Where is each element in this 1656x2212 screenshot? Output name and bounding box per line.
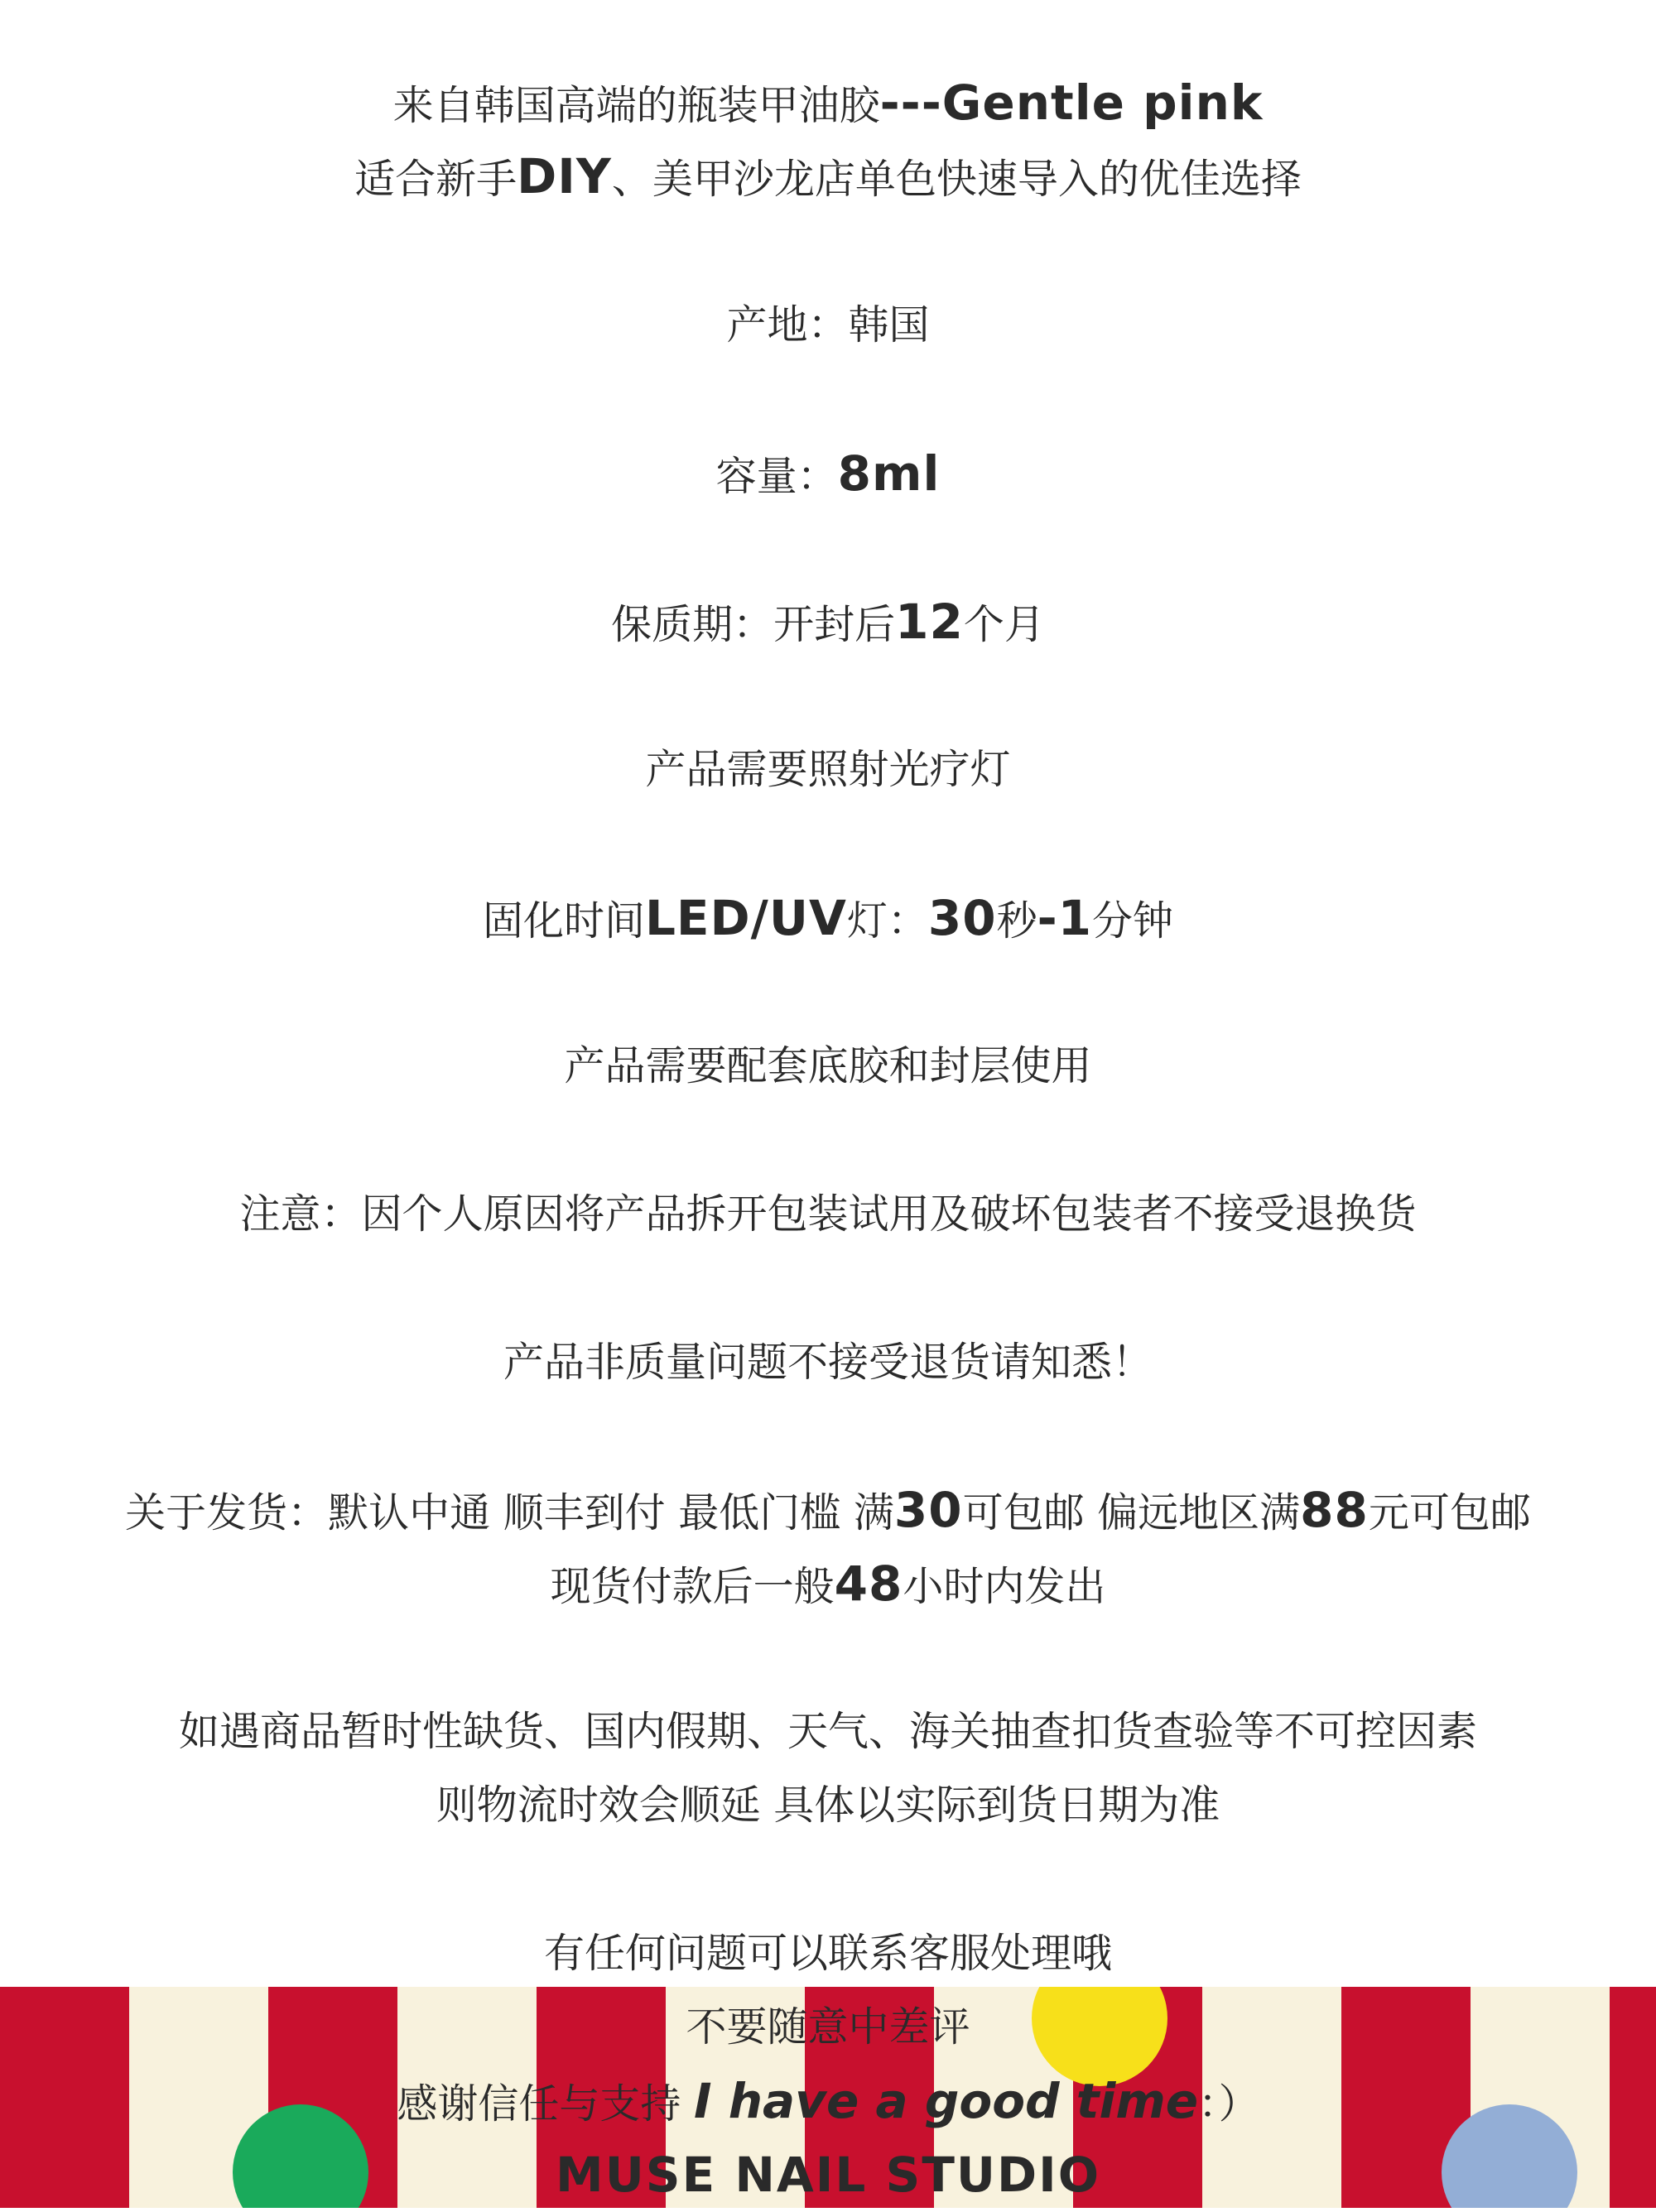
cure-label: 固化时间 [482,897,645,945]
notice-quality-line: 产品非质量问题不接受退货请知悉！ [503,1339,1153,1386]
cure-minutes: -1 [1037,890,1093,946]
cure-seconds: 30 [927,890,997,946]
free-ship-threshold: 30 [893,1482,963,1538]
intro-text: 来自韩国高端的瓶装甲油胶 [392,82,880,129]
cure-unit: 分钟 [1092,897,1174,945]
delay-line-1: 如遇商品暂时性缺货、国内假期、天气、海关抽查扣货查验等不可控因素 [178,1708,1477,1755]
cure-mid: 灯： [846,897,928,945]
smile: ：） [1198,2080,1259,2128]
lamp-note-line: 产品需要照射光疗灯 [645,746,1011,793]
remote-threshold: 88 [1300,1482,1369,1538]
capacity-line [33,436,1623,514]
capacity-value: 8ml [837,445,941,502]
shipping-text-c: 元可包邮 [1368,1489,1531,1536]
shelf-life-value: 12 [895,594,964,650]
cure-time-line [33,881,1623,959]
notice-open-line: 注意：因个人原因将产品拆开包装试用及破坏包装者不接受退换货 [239,1190,1417,1238]
capacity-label: 容量： [715,453,838,500]
contact-line: 有任何问题可以联系客服处理哦 [543,1930,1112,1977]
brand-name: MUSE NAIL STUDIO [555,2147,1101,2203]
dispatch-hours: 48 [834,1556,903,1612]
delay-line-2: 则物流时效会顺延 具体以实际到货日期为准 [436,1782,1220,1829]
shipping-text-b: 可包邮 偏远地区满 [962,1489,1301,1536]
diy-label: DIY [517,148,612,204]
shipping-text-a: 关于发货：默认中通 顺丰到付 最低门槛 满 [125,1489,894,1536]
cure-sep: 秒 [996,897,1037,945]
thanks-text: 感谢信任与支持 [397,2080,681,2128]
intro-text-a: 适合新手 [354,156,518,203]
thanks-line [33,2064,1623,2142]
shelf-life-suffix: 个月 [963,601,1045,648]
shipping-line-1 [33,1473,1623,1551]
slogan: I have a good time [693,2073,1199,2129]
color-name: ---Gentle pink [879,75,1264,131]
shipping-line-2 [33,1546,1623,1624]
shelf-life-line [33,584,1623,662]
base-top-line: 产品需要配套底胶和封层使用 [564,1042,1092,1089]
dispatch-text-a: 现货付款后一般 [550,1563,835,1610]
lamp-type: LED/UV [644,890,847,946]
intro-line-2 [33,139,1623,217]
no-bad-review-line: 不要随意中差评 [686,2003,970,2051]
origin-line: 产地：韩国 [726,301,930,349]
intro-text-b: 、美甲沙龙店单色快速导入的优佳选择 [611,156,1302,203]
dispatch-text-b: 小时内发出 [903,1563,1106,1610]
shelf-life-label: 保质期：开封后 [611,601,896,648]
intro-line-1 [33,65,1623,143]
